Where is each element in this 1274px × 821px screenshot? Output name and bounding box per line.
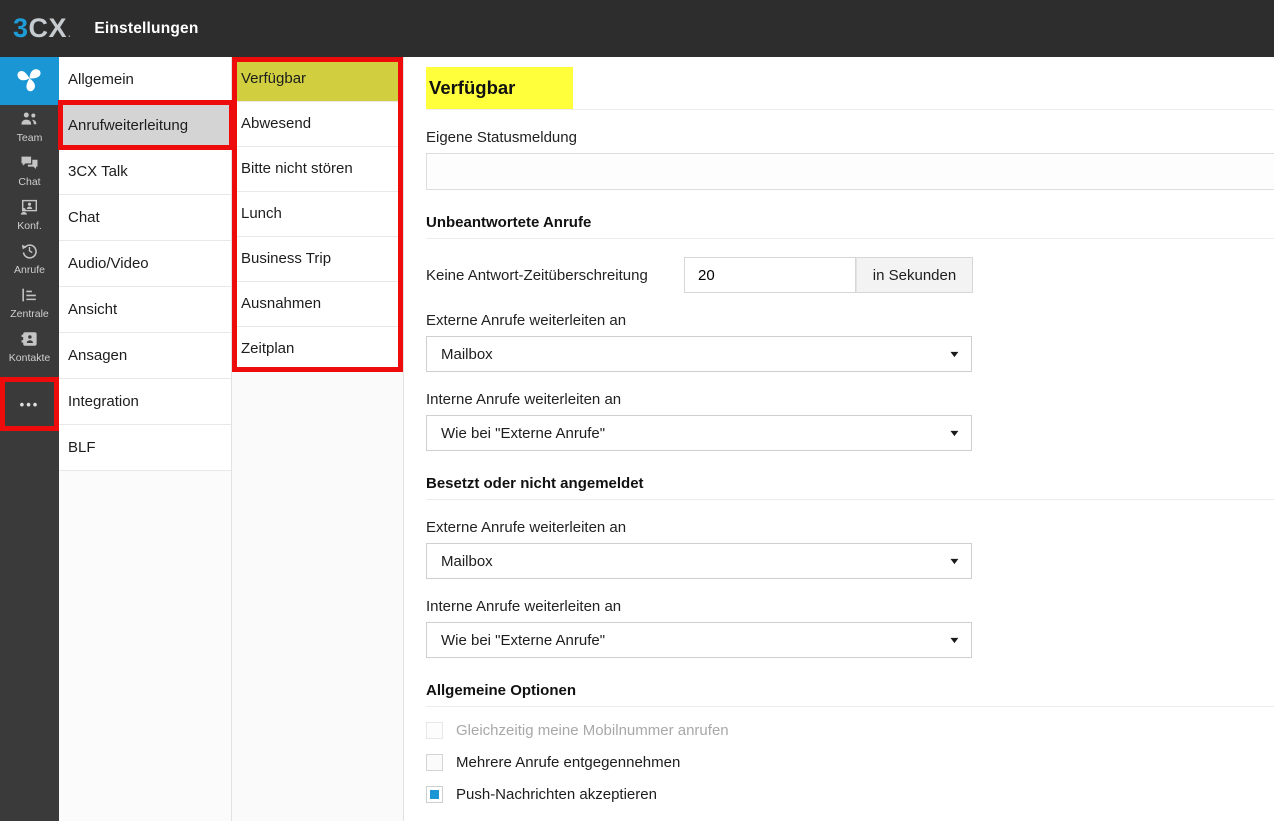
menu-item-lunch[interactable]: Lunch [232, 192, 403, 237]
status-message-input[interactable] [426, 153, 1274, 190]
main-content [404, 57, 1274, 821]
menu-item-audio-video[interactable]: Audio/Video [59, 241, 231, 287]
checkbox-push-checked[interactable] [426, 786, 443, 803]
rail-item-status-active[interactable] [0, 57, 59, 105]
busy-internal-value: Wie bei "Externe Anrufe" [441, 631, 606, 649]
rail-item-more[interactable] [0, 377, 59, 431]
unanswered-external-dropdown[interactable] [426, 336, 972, 372]
section-busy-heading: Besetzt oder nicht angemeldet [426, 475, 1274, 500]
menu-item-ansicht[interactable]: Ansicht [59, 287, 231, 333]
unanswered-internal-label: Interne Anrufe weiterleiten an [426, 391, 622, 408]
busy-external-dropdown[interactable] [426, 543, 972, 579]
busy-internal-dropdown[interactable] [426, 622, 972, 658]
chat-icon [19, 155, 40, 176]
rail-label-team: Team [16, 131, 43, 144]
switchboard-icon [20, 287, 39, 308]
page-header-title: Einstellungen [94, 19, 199, 37]
page-title: Verfügbar [426, 67, 573, 109]
status-message-label: Eigene Statusmeldung [426, 129, 577, 146]
call-history-icon [20, 242, 39, 264]
chevron-down-icon: ▼ [947, 428, 962, 438]
timeout-row [426, 257, 1274, 293]
checkbox-mobile-label: Gleichzeitig meine Mobilnummer anrufen [456, 722, 729, 739]
rail-label-conference: Konf. [17, 219, 42, 232]
logo-dot: . [68, 29, 72, 40]
checkbox-multiple-calls-label[interactable]: Mehrere Anrufe entgegennehmen [456, 754, 681, 771]
chevron-down-icon: ▼ [947, 556, 962, 566]
menu-item-anrufweiterleitung[interactable]: Anrufweiterleitung [59, 103, 231, 149]
section-general-heading: Allgemeine Optionen [426, 682, 1274, 707]
checkbox-multiple-calls-unchecked[interactable] [426, 754, 443, 771]
rail-item-calls[interactable] [0, 237, 59, 281]
3cx-logo [13, 13, 71, 44]
chevron-down-icon: ▼ [947, 635, 962, 645]
menu-item-ansagen[interactable]: Ansagen [59, 333, 231, 379]
title-row [426, 67, 1274, 110]
rail-item-contacts[interactable] [0, 325, 59, 369]
busy-external-value: Mailbox [441, 552, 493, 570]
rail-item-team[interactable] [0, 105, 59, 149]
rail-label-switchboard: Zentrale [10, 307, 49, 320]
timeout-label: Keine Antwort-Zeitüberschreitung [426, 266, 648, 284]
contacts-icon [20, 331, 39, 352]
menu-item-bitte-nicht-stoeren[interactable]: Bitte nicht stören [232, 147, 403, 192]
menu-item-allgemein[interactable]: Allgemein [59, 57, 231, 103]
menu-item-3cx-talk[interactable]: 3CX Talk [59, 149, 231, 195]
logo-text-3: 3 [13, 13, 29, 43]
chevron-down-icon: ▼ [947, 349, 962, 359]
more-icon: ••• [19, 396, 40, 412]
unanswered-internal-value: Wie bei "Externe Anrufe" [441, 424, 606, 442]
section-unanswered-heading: Unbeantwortete Anrufe [426, 214, 1274, 239]
icon-rail [0, 57, 59, 821]
timeout-unit-addon: in Sekunden [856, 257, 973, 293]
option-row-multiple-calls [426, 754, 1274, 771]
checkbox-check-mark [430, 790, 439, 799]
menu-item-ausnahmen[interactable]: Ausnahmen [232, 282, 403, 327]
menu-item-business-trip[interactable]: Business Trip [232, 237, 403, 282]
busy-internal-label: Interne Anrufe weiterleiten an [426, 598, 622, 615]
topbar [0, 0, 1274, 57]
timeout-input[interactable] [684, 257, 856, 293]
unanswered-external-value: Mailbox [441, 345, 493, 363]
checkbox-mobile-unchecked-disabled [426, 722, 443, 739]
rail-item-conference[interactable] [0, 193, 59, 237]
rail-item-chat[interactable] [0, 149, 59, 193]
annotation-box-profile-menu [232, 57, 403, 372]
rail-label-contacts: Kontakte [8, 351, 51, 364]
unanswered-internal-dropdown[interactable] [426, 415, 972, 451]
rail-label-calls: Anrufe [14, 264, 45, 276]
settings-menu [59, 57, 232, 821]
rail-item-switchboard[interactable] [0, 281, 59, 325]
menu-item-chat[interactable]: Chat [59, 195, 231, 241]
checkbox-push-label[interactable]: Push-Nachrichten akzeptieren [456, 786, 657, 803]
rail-label-chat: Chat [18, 175, 41, 188]
conference-icon [19, 199, 40, 220]
menu-item-blf[interactable]: BLF [59, 425, 231, 471]
menu-item-verfuegbar[interactable]: Verfügbar [232, 57, 403, 102]
unanswered-external-label: Externe Anrufe weiterleiten an [426, 312, 627, 329]
timeout-input-group [684, 257, 973, 293]
profile-status-menu [232, 57, 404, 821]
team-icon [18, 111, 41, 132]
busy-external-label: Externe Anrufe weiterleiten an [426, 519, 627, 536]
option-row-push [426, 786, 1274, 803]
menu-item-zeitplan[interactable]: Zeitplan [232, 327, 403, 372]
menu-item-integration[interactable]: Integration [59, 379, 231, 425]
logo-text-cx: CX [28, 13, 68, 43]
menu-item-abwesend[interactable]: Abwesend [232, 102, 403, 147]
3cx-status-icon [16, 65, 43, 97]
option-row-mobile [426, 722, 1274, 739]
